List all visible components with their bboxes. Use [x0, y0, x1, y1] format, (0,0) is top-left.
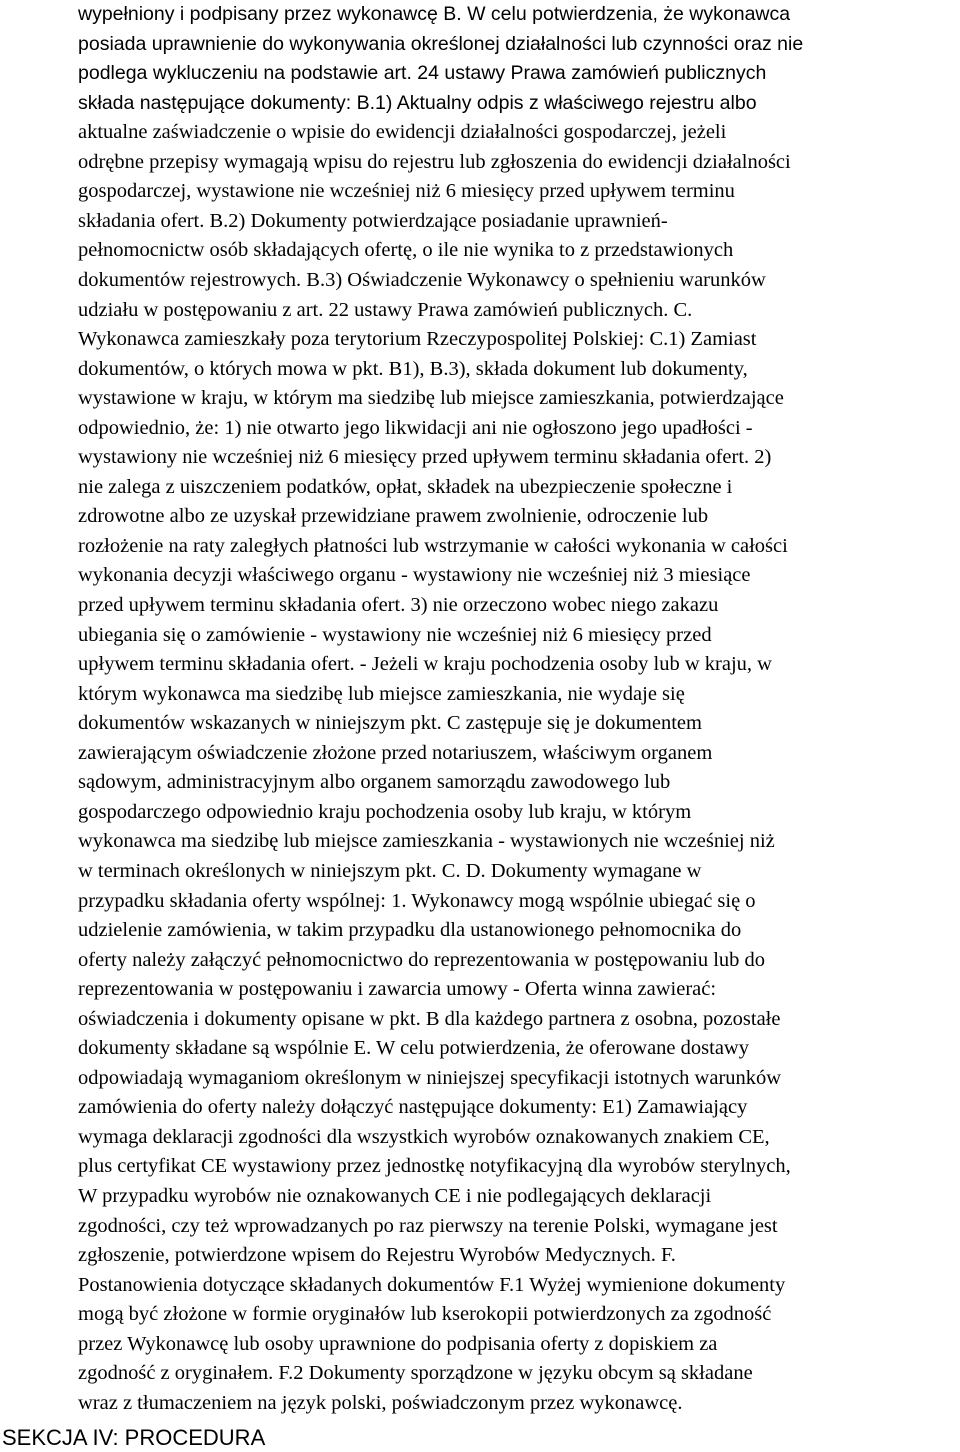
text-line: oświadczenia i dokumenty opisane w pkt. B dla każdego partnera z osobna, pozostałe: [78, 1007, 781, 1030]
text-line: oferty należy załączyć pełnomocnictwo do reprezentowania w postępowaniu lub do: [78, 948, 766, 971]
text-line: wystawiony nie wcześniej niż 6 miesięcy przed upływem terminu składania ofert. 2): [78, 446, 772, 469]
section-heading: SEKCJA IV: PROCEDURA: [2, 1425, 266, 1450]
text-line: gospodarczej, wystawione nie wcześniej niż 6 miesięcy przed upływem terminu: [78, 180, 735, 203]
text-line: zgodność z oryginałem. F.2 Dokumenty sporządzone w języku obcym są składane: [78, 1362, 753, 1385]
text-line: wykonawca ma siedzibę lub miejsce zamieszkania - wystawionych nie wcześniej niż: [78, 830, 775, 853]
text-line: odpowiadają wymaganiom określonym w niniejszej specyfikacji istotnych warunków: [78, 1066, 782, 1089]
text-line: dokumentów rejestrowych. B.3) Oświadczenie Wykonawcy o spełnieniu warunków: [78, 268, 766, 291]
text-line: wymaga deklaracji zgodności dla wszystkich wyrobów oznakowanych znakiem CE,: [78, 1125, 770, 1148]
text-line: sądowym, administracyjnym albo organem samorządu zawodowego lub: [78, 771, 671, 794]
text-line: składa następujące dokumenty: B.1) Aktualny odpis z właściwego rejestru albo: [78, 91, 757, 114]
text-line: upływem terminu składania ofert. - Jeżeli w kraju pochodzenia osoby lub w kraju, w: [78, 653, 772, 676]
text-line: nie zalega z uiszczeniem podatków, opłat, składek na ubezpieczenie społeczne i: [78, 475, 733, 498]
text-line: podlega wykluczeniu na podstawie art. 24 ustawy Prawa zamówień publicznych: [78, 62, 767, 85]
text-line: rozłożenie na raty zaległych płatności lub wstrzymanie w całości wykonania w całości: [78, 534, 788, 557]
text-line: wykonania decyzji właściwego organu - wystawiony nie wcześniej niż 3 miesiące: [78, 564, 751, 587]
text-line: mogą być złożone w formie oryginałów lub kserokopii potwierdzonych za zgodność: [78, 1303, 772, 1326]
text-line: ubiegania się o zamówienie - wystawiony nie wcześniej niż 6 miesięcy przed: [78, 623, 712, 646]
text-line: przypadku składania oferty wspólnej: 1. Wykonawcy mogą wspólnie ubiegać się o: [78, 889, 756, 912]
text-line: gospodarczego odpowiednio kraju pochodzenia osoby lub kraju, w którym: [78, 800, 692, 823]
text-line: udziału w postępowaniu z art. 22 ustawy Prawa zamówień publicznych. C.: [78, 298, 693, 321]
text-line: dokumentów wskazanych w niniejszym pkt. C zastępuje się je dokumentem: [78, 712, 702, 735]
text-line: W przypadku wyrobów nie oznakowanych CE i nie podlegających deklaracji: [78, 1185, 712, 1207]
text-line: aktualne zaświadczenie o wpisie do ewidencji działalności gospodarczej, jeżeli: [78, 121, 727, 144]
text-line: przed upływem terminu składania ofert. 3) nie orzeczono wobec niego zakazu: [78, 594, 719, 616]
text-line: dokumentów, o których mowa w pkt. B1), B.3), składa dokument lub dokumenty,: [78, 357, 748, 380]
text-line: udzielenie zamówienia, w takim przypadku dla ustanowionego pełnomocnika do: [78, 919, 742, 942]
text-line: Postanowienia dotyczące składanych dokumentów F.1 Wyżej wymienione dokumenty: [78, 1273, 786, 1296]
text-line: dokumenty składane są wspólnie E. W celu potwierdzenia, że oferowane dostawy: [78, 1037, 749, 1060]
text-line: odpowiednio, że: 1) nie otwarto jego likwidacji ani nie ogłoszono jego upadłości -: [78, 416, 753, 439]
text-line: zawierającym oświadczenie złożone przed notariuszem, właściwym organem: [78, 741, 713, 764]
text-line: posiada uprawnienie do wykonywania określonej działalności lub czynności oraz nie: [78, 32, 804, 55]
text-line: przez Wykonawcę lub osoby uprawnione do podpisania oferty z dopiskiem za: [78, 1332, 718, 1355]
text-line: zgodności, czy też wprowadzanych po raz pierwszy na terenie Polski, wymagane jest: [78, 1214, 778, 1237]
text-line: pełnomocnictw osób składających ofertę, o ile nie wynika to z przedstawionych: [78, 239, 734, 262]
text-line: którym wykonawca ma siedzibę lub miejsce zamieszkania, nie wydaje się: [78, 682, 685, 705]
text-line: wystawione w kraju, w którym ma siedzibę lub miejsce zamieszkania, potwierdzające: [78, 387, 784, 410]
text-line: składania ofert. B.2) Dokumenty potwierdzające posiadanie uprawnień-: [78, 209, 668, 232]
text-line: w terminach określonych w niniejszym pkt. C. D. Dokumenty wymagane w: [78, 859, 702, 882]
text-line: zamówienia do oferty należy dołączyć następujące dokumenty: E1) Zamawiający: [78, 1096, 748, 1119]
text-line: wypełniony i podpisany przez wykonawcę B. W celu potwierdzenia, że wykonawca: [78, 3, 791, 25]
text-line: zdrowotne albo ze uzyskał przewidziane prawem zwolnienie, odroczenie lub: [78, 505, 709, 528]
text-line: odrębne przepisy wymagają wpisu do rejestru lub zgłoszenia do ewidencji działalności: [78, 150, 791, 173]
text-line: zgłoszenie, potwierdzone wpisem do Rejestru Wyrobów Medycznych. F.: [78, 1244, 676, 1267]
text-line: Wykonawca zamieszkały poza terytorium Rzeczypospolitej Polskiej: C.1) Zamiast: [78, 328, 757, 351]
text-line: reprezentowania w postępowaniu i zawarcia umowy - Oferta winna zawierać:: [78, 978, 717, 1001]
text-line: wraz z tłumaczeniem na język polski, poświadczonym przez wykonawcę.: [78, 1391, 683, 1414]
text-line: plus certyfikat CE wystawiony przez jednostkę notyfikacyjną dla wyrobów sterylnych,: [78, 1155, 791, 1178]
